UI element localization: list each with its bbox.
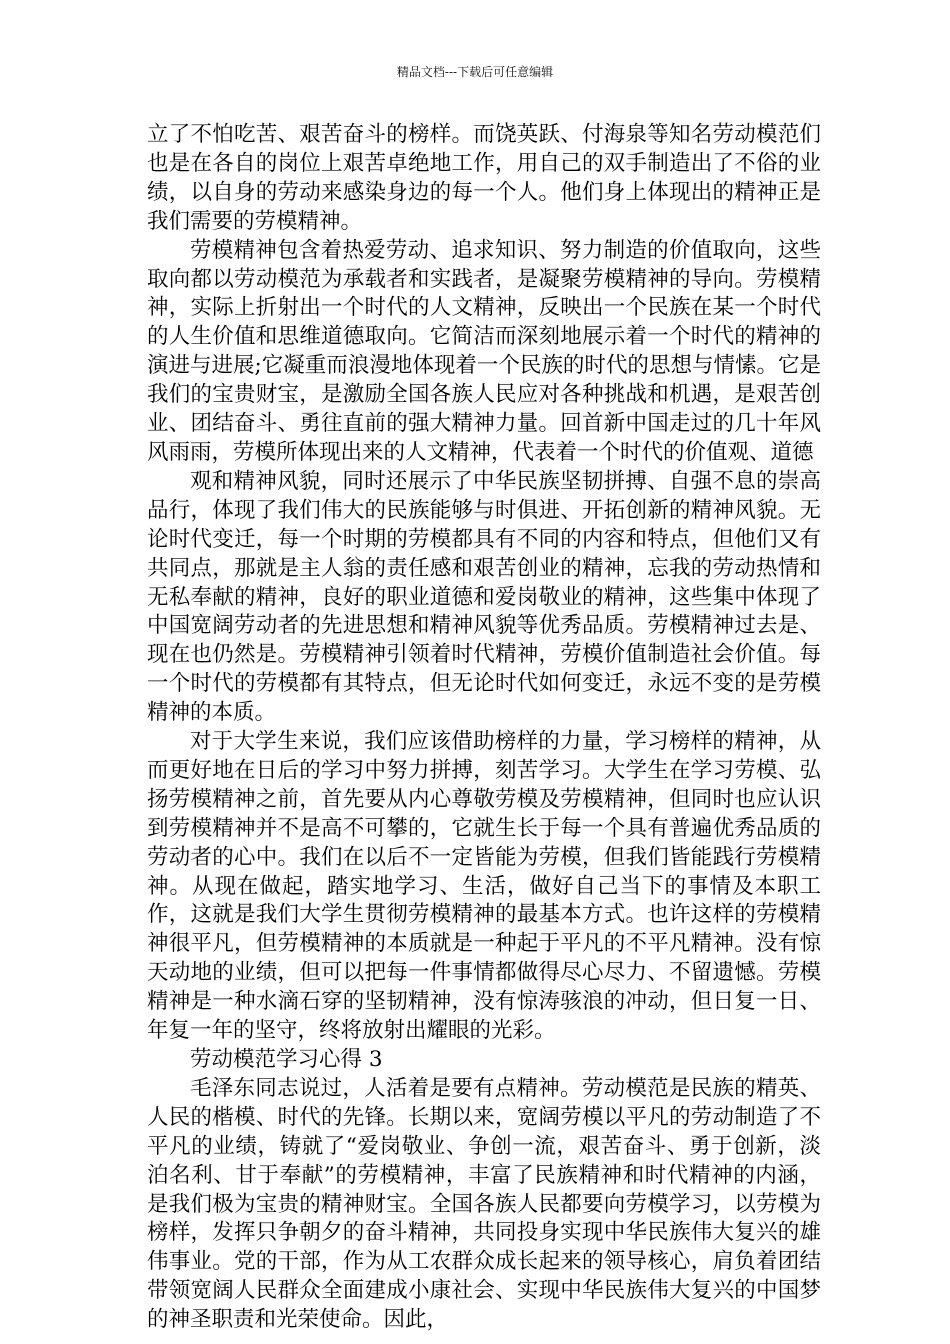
- section-title: 劳动模范学习心得 3: [190, 1047, 383, 1072]
- paragraph-1: 立了不怕吃苦、艰苦奋斗的榜样。而饶英跃、付海泉等知名劳动模范们也是在各自的岗位上艰苦卓绝地工作，用自己的双手制造出了不俗的业绩，以自身的劳动来感染身边的每一个人。他们身上体现出的精神正是我们需要的劳模精神。: [147, 122, 821, 234]
- paragraph-2: 劳模精神包含着热爱劳动、追求知识、努力制造的价值取向，这些取向都以劳动模范为承载者和实践者，是凝聚劳模精神的导向。劳模精神，实际上折射出一个时代的人文精神，反映出一个民族在某一个时代的人生价值和思维道德取向。它简洁而深刻地展示着一个时代的精神的演进与进展;它凝重而浪漫地体现着一个民族的时代的思想与情愫。它是我们的宝贵财宝，是激励全国各族人民应对各种挑战和机遇，是艰苦创业、团结奋斗、勇往直前的强大精神力量。回首新中国走过的几十年风风雨雨，劳模所体现出来的人文精神，代表着一个时代的价值观、道德: [147, 237, 821, 465]
- paragraph-3: 观和精神风貌，同时还展示了中华民族坚韧拼搏、自强不息的崇高品行，体现了我们伟大的民族能够与时俱进、开拓创新的精神风貌。无论时代变迁，每一个时期的劳模都具有不同的内容和特点，但他们又有共同点，那就是主人翁的责任感和艰苦创业的精神，忘我的劳动热情和无私奉献的精神，良好的职业道德和爱岗敬业的精神，这些集中体现了中国宽阔劳动者的先进思想和精神风貌等优秀品质。劳模精神过去是、现在也仍然是。劳模精神引领着时代精神，劳模价值制造社会价值。每一个时代的劳模都有其特点，但无论时代如何变迁，永远不变的是劳模精神的本质。: [147, 468, 821, 726]
- page-header: 精品文档---下载后可任意编辑: [396, 65, 554, 79]
- paragraph-4: 对于大学生来说，我们应该借助榜样的力量，学习榜样的精神，从而更好地在日后的学习中努力拼搏，刻苦学习。大学生在学习劳模、弘扬劳模精神之前，首先要从内心尊敬劳模及劳模精神，但同时也应认识到劳模精神并不是高不可攀的，它就生长于每一个具有普遍优秀品质的劳动者的心中。我们在以后不一定皆能为劳模，但我们皆能践行劳模精神。从现在做起，踏实地学习、生活，做好自己当下的事情及本职工作，这就是我们大学生贯彻劳模精神的最基本方式。也许这样的劳模精神很平凡，但劳模精神的本质就是一种起于平凡的不平凡精神。没有惊天动地的业绩，但可以把每一件事情都做得尽心尽力、不留遗憾。劳模精神是一种水滴石穿的坚韧精神，没有惊涛骇浪的冲动，但日复一日、年复一年的坚守，终将放射出耀眼的光彩。: [147, 729, 821, 1044]
- document-body: [147, 121, 821, 1335]
- paragraph-5: 毛泽东同志说过，人活着是要有点精神。劳动模范是民族的精英、人民的楷模、时代的先锋。长期以来，宽阔劳模以平凡的劳动制造了不平凡的业绩，铸就了“爱岗敬业、争创一流，艰苦奋斗、勇于创新，淡泊名利、甘于奉献”的劳模精神，丰富了民族精神和时代精神的内涵，是我们极为宝贵的精神财宝。全国各族人民都要向劳模学习，以劳模为榜样，发挥只争朝夕的奋斗精神，共同投身实现中华民族伟大复兴的雄伟事业。党的干部，作为从工农群众成长起来的领导核心，肩负着团结带领宽阔人民群众全面建成小康社会、实现中华民族伟大复兴的中国梦的神圣职责和光荣使命。因此，: [147, 1075, 821, 1333]
